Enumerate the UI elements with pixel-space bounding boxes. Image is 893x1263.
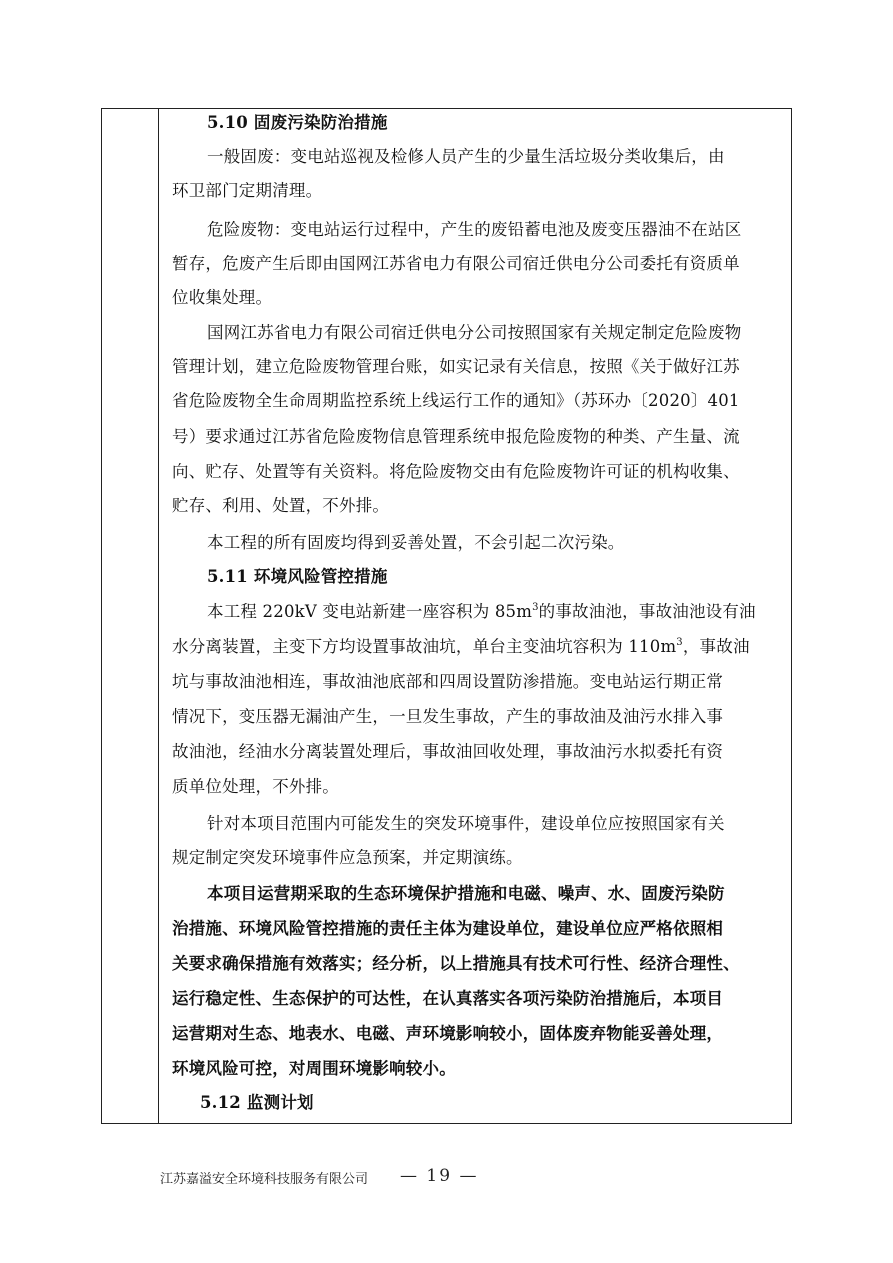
paragraph-line: 情况下，变压器无漏油产生，一旦发生事故，产生的事故油及油污水排入事 [172, 707, 724, 726]
paragraph-line: 管理计划，建立危险废物管理台账，如实记录有关信息，按照《关于做好江苏 [172, 357, 740, 376]
paragraph-line: 本工程的所有固废均得到妥善处置，不会引起二次污染。 [207, 533, 625, 552]
conclusion-line: 环境风险可控，对周围环境影响较小。 [172, 1059, 456, 1078]
content-table [101, 108, 792, 1124]
superscript: 3 [676, 636, 683, 648]
paragraph-line: 国网江苏省电力有限公司宿迁供电分公司按照国家有关规定制定危险废物 [207, 323, 742, 342]
paragraph-line: 坑与事故油池相连，事故油池底部和四周设置防渗措施。变电站运行期正常 [172, 672, 724, 691]
paragraph-line: 省危险废物全生命周期监控系统上线运行工作的通知》（苏环办〔2020〕401 [172, 391, 740, 410]
paragraph-line [207, 602, 781, 622]
footer-company: 江苏嘉溢安全环境科技服务有限公司 [160, 1172, 369, 1187]
paragraph-line: 一般固废：变电站巡视及检修人员产生的少量生活垃圾分类收集后，由 [207, 147, 725, 166]
conclusion-line: 运行稳定性、生态保护的可达性，在认真落实各项污染防治措施后，本项目 [172, 989, 724, 1008]
paragraph-line: 质单位处理，不外排。 [172, 777, 339, 796]
text-run: ，事故油 [682, 637, 750, 656]
paragraph-line: 危险废物：变电站运行过程中，产生的废铅蓄电池及废变压器油不在站区 [207, 220, 742, 239]
conclusion-line: 关要求确保措施有效落实；经分析，以上措施具有技术可行性、经济合理性、 [172, 954, 740, 973]
text-run: 本工程 220kV 变电站新建一座容积为 85m [207, 602, 533, 621]
paragraph-line: 针对本项目范围内可能发生的突发环境事件，建设单位应按照国家有关 [207, 814, 725, 833]
section-5-10-heading: 5.10 固废污染防治措施 [207, 113, 388, 132]
paragraph-line: 暂存，危废产生后即由国网江苏省电力有限公司宿迁供电分公司委托有资质单 [172, 254, 740, 273]
paragraph-line: 故油池，经油水分离装置处理后，事故油回收处理，事故油污水拟委托有资 [172, 742, 724, 761]
section-5-12-heading: 5.12 监测计划 [200, 1093, 314, 1112]
section-5-11-heading: 5.11 环境风险管控措施 [207, 567, 388, 586]
paragraph-line: 规定制定突发环境事件应急预案，并定期演练。 [172, 848, 523, 867]
text-run: 水分离装置，主变下方均设置事故油坑，单台主变油坑容积为 110m [172, 637, 677, 656]
paragraph-line [172, 637, 781, 657]
paragraph-line: 号）要求通过江苏省危险废物信息管理系统申报危险废物的种类、产生量、流 [172, 427, 740, 446]
paragraph-line: 向、贮存、处置等有关资料。将危险废物交由有危险废物许可证的机构收集、 [172, 462, 740, 481]
page-number: — 19 — [400, 1166, 479, 1186]
table-left-column [102, 109, 159, 1123]
conclusion-line: 治措施、环境风险管控措施的责任主体为建设单位，建设单位应严格依照相 [172, 919, 724, 938]
paragraph-line: 环卫部门定期清理。 [172, 181, 323, 200]
paragraph-line: 位收集处理。 [172, 288, 273, 307]
paragraph-line: 贮存、利用、处置，不外排。 [172, 496, 390, 515]
text-run: 的事故油池，事故油池设有油 [538, 602, 756, 621]
conclusion-line: 本项目运营期采取的生态环境保护措施和电磁、噪声、水、固废污染防 [207, 884, 725, 903]
conclusion-line: 运营期对生态、地表水、电磁、声环境影响较小，固体废弃物能妥善处理， [172, 1024, 724, 1043]
superscript: 3 [532, 601, 539, 613]
